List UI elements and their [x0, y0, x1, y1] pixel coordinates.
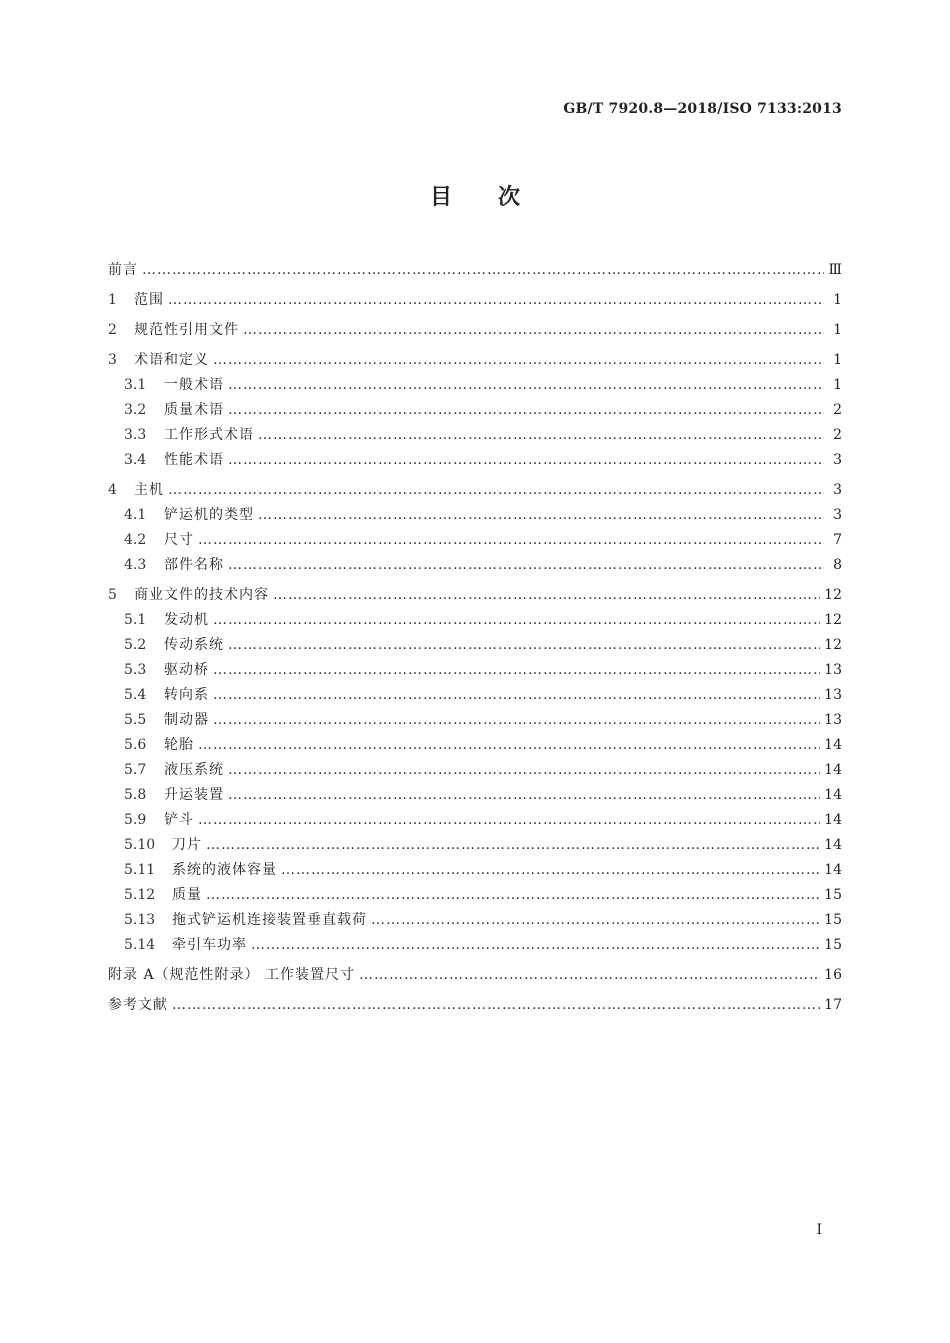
toc-entry-page: 14 [824, 787, 842, 803]
toc-entry-number: 1 [108, 292, 117, 308]
toc-entry[interactable] [108, 933, 842, 958]
toc-entry-label: 液压系统 [164, 762, 224, 778]
toc-leader-dots [251, 933, 820, 958]
toc-entry-number: 4.3 [124, 557, 147, 573]
toc-entry[interactable] [108, 528, 842, 553]
toc-entry-number: 5.9 [124, 812, 147, 828]
toc-entry-page: 1 [833, 292, 842, 308]
toc-entry[interactable] [108, 583, 842, 608]
toc-entry[interactable] [108, 318, 842, 343]
toc-entry-number: 3 [108, 352, 117, 368]
toc-entry[interactable] [108, 503, 842, 528]
toc-leader-dots [228, 448, 824, 473]
toc-entry-number: 3.2 [124, 402, 147, 418]
toc-entry[interactable] [108, 833, 842, 858]
toc-entry[interactable] [108, 658, 842, 683]
toc-entry-page: 14 [824, 812, 842, 828]
toc-entry[interactable] [108, 858, 842, 883]
toc-entry-label: 商业文件的技术内容 [134, 587, 269, 603]
toc-entry-page: 12 [824, 612, 842, 628]
toc-entry-number: 4.2 [124, 532, 147, 548]
toc-entry-page: 14 [824, 837, 842, 853]
toc-entry[interactable] [108, 808, 842, 833]
toc-leader-dots [172, 993, 820, 1018]
toc-leader-dots [198, 808, 820, 833]
toc-leader-dots [228, 783, 820, 808]
toc-entry-page: 3 [833, 482, 842, 498]
toc-entry-label: 附录 A（规范性附录） 工作装置尺寸 [108, 967, 356, 983]
toc-entry-page: 2 [833, 402, 842, 418]
toc-entry-page: 1 [833, 322, 842, 338]
toc-entry-number: 4 [108, 482, 117, 498]
standard-code: GB/T 7920.8—2018/ISO 7133:2013 [563, 101, 842, 117]
toc-leader-dots [206, 883, 820, 908]
toc-entry[interactable] [108, 478, 842, 503]
toc-entry-label: 传动系统 [164, 637, 224, 653]
toc-entry-label: 质量 [172, 887, 202, 903]
toc-leader-dots [198, 733, 820, 758]
toc-entry[interactable] [108, 288, 842, 313]
toc-leader-dots [213, 708, 820, 733]
toc-entry-label: 系统的液体容量 [172, 862, 277, 878]
toc-entry-number: 3.4 [124, 452, 147, 468]
toc-entry[interactable] [108, 448, 842, 473]
toc-entry-number: 5.4 [124, 687, 147, 703]
toc-entry-label: 制动器 [164, 712, 209, 728]
toc-entry-label: 术语和定义 [134, 352, 209, 368]
toc-entry-page: 14 [824, 737, 842, 753]
toc-entry-page: 8 [833, 557, 842, 573]
toc-entry-label: 驱动桥 [164, 662, 209, 678]
toc-leader-dots [228, 398, 824, 423]
toc-entry-label: 牵引车功率 [172, 937, 247, 953]
toc-entry-page: 1 [833, 377, 842, 393]
toc-entry-label: 尺寸 [164, 532, 194, 548]
toc-entry-label: 刀片 [172, 837, 202, 853]
toc-entry-page: 14 [824, 762, 842, 778]
toc-entry-label: 工作形式术语 [164, 427, 254, 443]
toc-leader-dots [359, 963, 820, 988]
toc-entry-label: 性能术语 [164, 452, 224, 468]
toc-entry[interactable] [108, 423, 842, 448]
toc-entry[interactable] [108, 373, 842, 398]
toc-entry[interactable] [108, 883, 842, 908]
toc-entry-number: 3.3 [124, 427, 147, 443]
toc-entry-page: 15 [824, 912, 842, 928]
toc-entry[interactable] [108, 348, 842, 373]
toc-entry-page: 2 [833, 427, 842, 443]
toc-entry-label: 前言 [108, 262, 138, 278]
toc-entry-page: 1 [833, 352, 842, 368]
toc-leader-dots [228, 633, 820, 658]
toc-entry-page: 13 [824, 687, 842, 703]
toc-leader-dots [228, 553, 824, 578]
table-of-contents [108, 258, 842, 1018]
toc-entry-number: 5.12 [124, 887, 156, 903]
toc-leader-dots [243, 318, 824, 343]
toc-entry[interactable] [108, 553, 842, 578]
toc-leader-dots [213, 683, 820, 708]
toc-entry-number: 2 [108, 322, 117, 338]
toc-entry-label: 质量术语 [164, 402, 224, 418]
toc-leader-dots [213, 348, 824, 373]
toc-leader-dots [371, 908, 820, 933]
toc-entry-number: 5.3 [124, 662, 147, 678]
toc-leader-dots [142, 258, 824, 283]
toc-leader-dots [228, 373, 824, 398]
toc-entry-page: 12 [824, 587, 842, 603]
toc-entry-label: 部件名称 [164, 557, 224, 573]
toc-entry-page: 13 [824, 662, 842, 678]
toc-leader-dots [213, 658, 820, 683]
toc-entry-page: 3 [833, 507, 842, 523]
toc-leader-dots [228, 758, 820, 783]
toc-entry-page: 15 [824, 887, 842, 903]
toc-entry-number: 5.5 [124, 712, 147, 728]
page-title: 目次 [429, 185, 566, 210]
toc-entry-page: Ⅲ [828, 262, 842, 278]
toc-entry[interactable] [108, 993, 842, 1018]
toc-entry-label: 规范性引用文件 [134, 322, 239, 338]
toc-entry-number: 5.1 [124, 612, 147, 628]
toc-leader-dots [258, 503, 824, 528]
toc-entry-number: 5.13 [124, 912, 156, 928]
toc-leader-dots [258, 423, 824, 448]
toc-entry[interactable] [108, 963, 842, 988]
toc-entry-number: 5.11 [124, 862, 156, 878]
toc-entry[interactable] [108, 398, 842, 423]
toc-entry-label: 升运装置 [164, 787, 224, 803]
toc-entry-number: 4.1 [124, 507, 147, 523]
toc-entry[interactable] [108, 608, 842, 633]
toc-entry-number: 5.2 [124, 637, 147, 653]
toc-leader-dots [168, 478, 824, 503]
toc-entry-number: 5.14 [124, 937, 156, 953]
toc-leader-dots [206, 833, 820, 858]
toc-entry-page: 14 [824, 862, 842, 878]
toc-leader-dots [213, 608, 820, 633]
toc-entry[interactable] [108, 258, 842, 283]
toc-entry-page: 15 [824, 937, 842, 953]
toc-entry[interactable] [108, 908, 842, 933]
toc-entry-page: 3 [833, 452, 842, 468]
toc-entry-number: 5.10 [124, 837, 156, 853]
toc-entry[interactable] [108, 783, 842, 808]
toc-entry-page: 7 [833, 532, 842, 548]
toc-entry-number: 5.7 [124, 762, 147, 778]
toc-entry-label: 一般术语 [164, 377, 224, 393]
toc-leader-dots [168, 288, 824, 313]
toc-entry-label: 轮胎 [164, 737, 194, 753]
toc-entry-page: 13 [824, 712, 842, 728]
toc-leader-dots [273, 583, 820, 608]
toc-entry-label: 主机 [134, 482, 164, 498]
toc-entry-label: 铲运机的类型 [164, 507, 254, 523]
toc-leader-dots [281, 858, 820, 883]
toc-entry[interactable] [108, 708, 842, 733]
toc-entry-label: 拖式铲运机连接装置垂直载荷 [172, 912, 367, 928]
toc-entry-label: 发动机 [164, 612, 209, 628]
toc-entry-page: 16 [824, 967, 842, 983]
toc-entry-label: 铲斗 [164, 812, 194, 828]
toc-entry-number: 5 [108, 587, 117, 603]
toc-entry-number: 5.8 [124, 787, 147, 803]
toc-entry[interactable] [108, 683, 842, 708]
toc-entry-label: 参考文献 [108, 997, 168, 1013]
page-number: Ⅰ [816, 1222, 822, 1238]
toc-entry-number: 5.6 [124, 737, 147, 753]
toc-entry-page: 17 [824, 997, 842, 1013]
toc-entry-page: 12 [824, 637, 842, 653]
toc-entry[interactable] [108, 733, 842, 758]
toc-entry-label: 转向系 [164, 687, 209, 703]
toc-entry[interactable] [108, 633, 842, 658]
toc-entry-label: 范围 [134, 292, 164, 308]
toc-entry[interactable] [108, 758, 842, 783]
toc-leader-dots [198, 528, 824, 553]
toc-entry-number: 3.1 [124, 377, 147, 393]
